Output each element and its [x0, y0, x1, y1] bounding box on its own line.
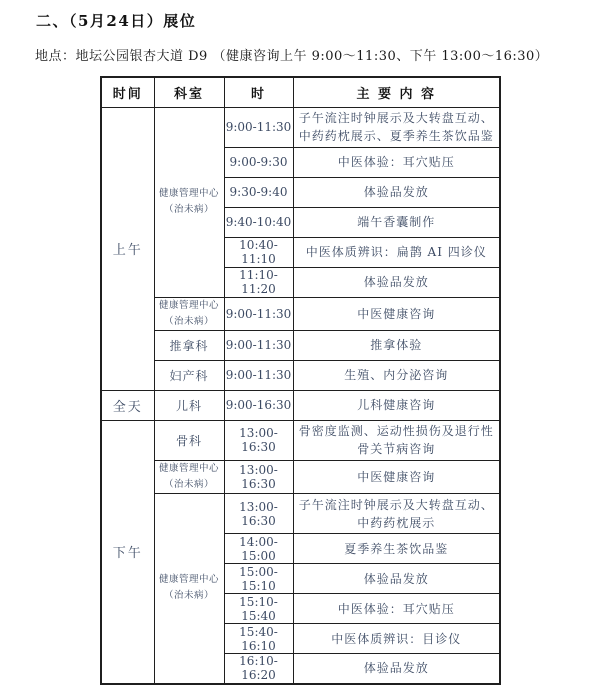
- content-cell: 体验品发放: [293, 564, 500, 594]
- table-row: [101, 297, 500, 330]
- time-cell: 9:00-11:30: [224, 297, 293, 330]
- department-cell: 妇产科: [154, 360, 224, 390]
- content-cell: 端午香囊制作: [293, 207, 500, 237]
- content-cell: 中医体验：耳穴贴压: [293, 147, 500, 177]
- department-cell: 骨科: [154, 420, 224, 460]
- department-cell: 儿科: [154, 390, 224, 420]
- time-cell: 14:00-15:00: [224, 534, 293, 564]
- period-cell: 下午: [101, 420, 154, 683]
- time-cell: 15:10-15:40: [224, 594, 293, 624]
- time-cell: 9:00-16:30: [224, 390, 293, 420]
- time-cell: 10:40-11:10: [224, 237, 293, 267]
- content-cell: 中医健康咨询: [293, 297, 500, 330]
- content-cell: 生殖、内分泌咨询: [293, 360, 500, 390]
- content-cell: 骨密度监测、运动性损伤及退行性骨关节病咨询: [293, 420, 500, 460]
- time-cell: 11:10-11:20: [224, 267, 293, 297]
- table-row: [101, 360, 500, 390]
- content-cell: 体验品发放: [293, 177, 500, 207]
- time-cell: 13:00-16:30: [224, 494, 293, 534]
- department-cell: [154, 494, 224, 684]
- table-row: [101, 390, 500, 420]
- table-row: [101, 420, 500, 460]
- section-heading: 二、（5月24日）展位: [36, 12, 197, 30]
- department-name: 健康管理中心: [158, 187, 219, 199]
- department-cell: [154, 297, 224, 330]
- department-subname: （治未病）: [163, 590, 214, 602]
- content-cell: 子午流注时钟展示及大转盘互动、中药药枕展示: [293, 494, 500, 534]
- header-time-period: 时间: [101, 77, 154, 107]
- content-cell: 中医体质辨识：目诊仪: [293, 624, 500, 654]
- content-cell: 体验品发放: [293, 654, 500, 684]
- period-cell: 上午: [101, 107, 154, 390]
- department-cell: 推拿科: [154, 330, 224, 360]
- table-row: [101, 494, 500, 534]
- department-cell: [154, 107, 224, 297]
- department-name: 健康管理中心: [158, 462, 219, 474]
- content-cell: 子午流注时钟展示及大转盘互动、中药药枕展示、夏季养生茶饮品鉴: [293, 107, 500, 147]
- header-department: 科室: [154, 77, 224, 107]
- department-name: 健康管理中心: [158, 299, 219, 311]
- time-cell: 9:00-11:30: [224, 330, 293, 360]
- table-row: [101, 330, 500, 360]
- content-cell: 中医体质辨识：扁鹊 AI 四诊仪: [293, 237, 500, 267]
- table-row: [101, 460, 500, 493]
- content-cell: 中医健康咨询: [293, 460, 500, 493]
- department-subname: （治未病）: [163, 204, 214, 215]
- content-cell: 夏季养生茶饮品鉴: [293, 534, 500, 564]
- time-cell: 13:00-16:30: [224, 460, 293, 493]
- content-cell: 中医体验：耳穴贴压: [293, 594, 500, 624]
- document-page: [0, 10, 600, 685]
- time-cell: 16:10-16:20: [224, 654, 293, 684]
- content-cell: 体验品发放: [293, 267, 500, 297]
- location-line: 地点：地坛公园银杏大道 D9 （健康咨询上午 9:00～11:30、下午 13:00～16:30）: [35, 49, 549, 64]
- period-cell: 全天: [101, 390, 154, 420]
- department-name: 健康管理中心: [158, 574, 219, 586]
- time-cell: 9:30-9:40: [224, 177, 293, 207]
- time-cell: 9:40-10:40: [224, 207, 293, 237]
- time-cell: 13:00-16:30: [224, 420, 293, 460]
- header-row: [101, 77, 500, 107]
- department-cell: [154, 460, 224, 493]
- content-cell: 推拿体验: [293, 330, 500, 360]
- header-content: 主 要 内 容: [293, 77, 500, 107]
- time-cell: 9:00-9:30: [224, 147, 293, 177]
- department-subname: （治未病）: [163, 478, 214, 490]
- time-cell: 15:40-16:10: [224, 624, 293, 654]
- time-cell: 15:00-15:10: [224, 564, 293, 594]
- time-cell: 9:00-11:30: [224, 107, 293, 147]
- content-cell: 儿科健康咨询: [293, 390, 500, 420]
- time-cell: 9:00-11:30: [224, 360, 293, 390]
- table-row: [101, 107, 500, 147]
- department-subname: （治未病）: [163, 315, 214, 327]
- header-time: 时: [224, 77, 293, 107]
- schedule-table: [100, 76, 501, 685]
